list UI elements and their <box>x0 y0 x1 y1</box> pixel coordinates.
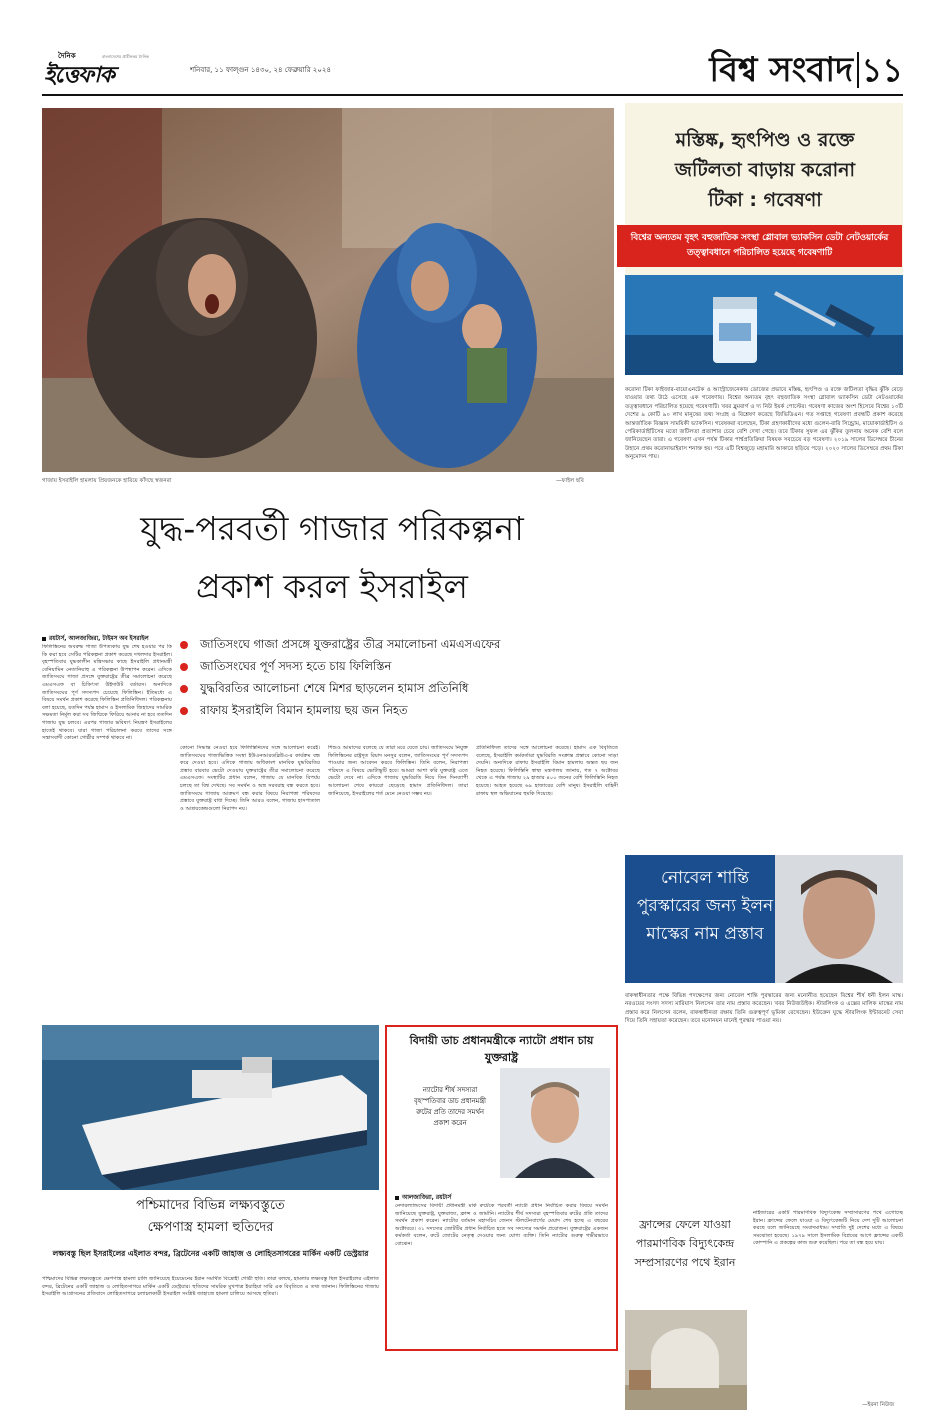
key-points <box>180 634 620 722</box>
gaza-photo[interactable] <box>42 108 614 472</box>
bullet-dot-icon <box>180 685 188 693</box>
bullet-dot-icon <box>180 641 188 649</box>
main-body-col3: শিশুও আমাদের বলেছে যে তারা মরে যেতে চায়। জাতিসংঘে নিযুক্ত ফিলিস্তিনের রাষ্ট্রদূত রিয়াদ মনসুর বলেন, জাতিসংঘের পূর্ণ সদস্যপদ পাওয়ার জন্য আবেদন করবে ফিলিস্তিন। তিনি বলেন, নিরাপত্তা পরিষদে এ বিষয়ে ভোটাভুটি হবে। আমরা আশা করি যুক্তরাষ্ট্র এতে ভেটো দেবে না। এদিকে গাজায় যুদ্ধবিরতি নিয়ে তিন দিনব্যাপী আলোচনা শেষে কায়রো ছেড়েছে হামাস প্রতিনিধিদল। তারা জানিয়েছে, ইসরাইলের শর্ত মেনে নেওয়া সম্ভব নয়। <box>328 745 468 797</box>
bullet-item: জাতিসংঘে গাজা প্রসঙ্গে যুক্তরাষ্ট্রের তীব্র সমালোচনা এমএসএফের <box>180 634 620 656</box>
nobel-body: বাকস্বাধীনতার পক্ষে বিভিন্ন পদক্ষেপের জন্য নোবেল শান্তি পুরস্কারের জন্য মনোনীত হয়েছেন বিশ্বের শীর্ষ ধনী ইলন মাস্ক। নরওয়ের সংসদ সদস্য মারিয়াস নিলসেন তার নাম প্রস্তাব করেছেন। খবর নিউজউইক। স্টারলিংক ও এক্সের মালিক মাস্কের নাম প্রস্তাব করে নিলসেন বলেন, বাকস্বাধীনতা রক্ষায় তিনি গুরুত্বপূর্ণ ভূমিকা রেখেছেন। ইউক্রেন যুদ্ধে স্টারলিংক ইন্টারনেট সেবা দিয়ে তিনি সহায়তা করেছেন। তবে মনোনয়ন মানেই পুরস্কার পাওয়া নয়। <box>625 993 903 1025</box>
ship-deck: লক্ষ্যবস্তু ছিল ইসরাইলের এইলাত বন্দর, ব্রিটেনের একটি জাহাজ ও লোহিতসাগরের মার্কিন একটি ডেস্ট্রয়ার <box>52 1249 369 1258</box>
france-credit: —ইরনা নিউজ <box>862 1402 895 1408</box>
masthead <box>42 48 903 96</box>
photo-caption: গাজায় ইসরাইলি হামলায় প্রিয়জনকে হারিয়ে কাঁদছে স্বজনরা <box>42 478 172 484</box>
main-body-col4: প্রতিনিধিদল তাদের সঙ্গে আলোচনা করেছে। হামাস এক বিবৃতিতে বলেছে, ইসরাইলি কর্মকর্তারা যুদ্ধবিরতি সংক্রান্ত প্রস্তাবে কোনো সাড়া দেয়নি। অন্যদিকে রাফায় ইসরাইলি বিমান হামলায় অন্তত ছয় জন নিহত হয়েছে। ফিলিস্তিনি স্বাস্থ্য মন্ত্রণালয় জানায়, গত ৭ অক্টোবর থেকে এ পর্যন্ত গাজায় ২৯ হাজার ৪০০ জনের বেশি ফিলিস্তিনি নিহত হয়েছে। আহত হয়েছে ৬৯ হাজারের বেশি মানুষ। ইসরাইলি বাহিনী রাফায় স্থল অভিযানের হুমকি দিয়েছে। <box>476 745 618 797</box>
divider <box>857 52 859 88</box>
bullet-dot-icon <box>180 707 188 715</box>
bullet-item: রাফায় ইসরাইলি বিমান হামলায় ছয় জন নিহত <box>180 700 620 722</box>
page-number: ১১ <box>861 51 903 89</box>
vaccine-body: করোনা টিকা ফাইজার-বায়োএনটেক ও অ্যাস্ট্রাজেনেকার ডোজের প্রভাবে মস্তিষ্ক, হৃৎপিণ্ড ও রক্তে জটিলতা বৃদ্ধির ঝুঁকি বেড়ে যাওয়ার তথ্য উঠে এসেছে এক গবেষণায়। বিশ্বের অন্যতম বৃহৎ বহুজাতিক সংস্থা গ্লোবাল ভ্যাকসিন ডেটা নেটওয়ার্কের তত্ত্বাবধানে পরিচালিত হয়েছে গবেষণাটি। খবর ব্লুমবার্গ ও দ্য নিউ ইয়র্ক পোস্টের। গবেষণা কাজের অংশ হিসেবে বিশ্বের ১৩টি দেশের ৯ কোটি ৯০ লাখ মানুষের তথ্য সংগ্রহ ও বিশ্লেষণ করেছে জিভিডিএন। গত সপ্তাহে গবেষণা প্রবন্ধটি প্রকাশ করেছে আন্তর্জাতিক বিজ্ঞান সাময়িকী ভ্যাকসিন। গবেষকরা বলেছেন, টিকা গ্রহণকারীদের মধ্যে গুলেন-বারি সিন্ড্রোম, মায়োকার্ডাইটিস ও পেরিকার্ডাইটিসের মতো জটিলতা প্রত্যাশার চেয়ে বেশি দেখা গেছে। তবে টিকার সুফল এর ঝুঁকির তুলনায় অনেক বেশি বলে জানিয়েছেন তারা। এ গবেষণা এখন পর্যন্ত টিকার পার্শ্বপ্রতিক্রিয়া বিষয়ক সবচেয়ে বড় গবেষণা। ২০১৯ সালের ডিসেম্বরে চীনের উহানে প্রথম করোনাভাইরাস শনাক্ত হয়। পরে এটি বিশ্বজুড়ে মহামারি আকারে ছড়িয়ে পড়ে। ২০২০ সালের ডিসেম্বরে প্রথম টিকা অনুমোদন পায়। <box>625 387 903 461</box>
main-body-col1: ফিলিস্তিনের অবরুদ্ধ গাজা উপত্যকায় যুদ্ধ শেষ হওয়ার পর কি কি করা হবে সেটির পরিকল্পনা প্রকাশ করেছে দখলদার ইসরাইল। বৃহস্পতিবার যুদ্ধকালীন মন্ত্রিসভার কাছে ইসরাইলি প্রধানমন্ত্রী বেনিয়ামিন নেতানিয়াহু এ পরিকল্পনা উপস্থাপন করেন। এদিকে জাতিসংঘে গাজা প্রসঙ্গে যুক্তরাষ্ট্রের তীব্র সমালোচনা করেছে এমএসএফ বা চিকিৎসা উইদাউট বর্ডারস। অন্যদিকে জাতিসংঘের পূর্ণ সদস্যপদ চেয়েছে ফিলিস্তিন। ইতিমধ্যে এ বিষয়ে সমর্থন প্রকাশ করেছে ফিলিস্তিন প্রতিনিধিদল। পরিকল্পনায় বলা হয়েছে, যতদিন পর্যন্ত হামাস ও ইসলামিক জিহাদের সামরিক সক্ষমতা নির্মূল করা সব জিম্মিকে ফিরিয়ে আনার না হবে ততদিন গাজায় যুদ্ধ চলবে। এরপর গাজার ভবিষ্যৎ নিয়ন্ত্রণ ইসরাইলের হাতেই থাকবে। যারা গাজা পরিচালনা করবে তাদের সঙ্গে সন্ত্রাসবাদী কোনো গোষ্ঠীর সম্পর্ক থাকবে না। <box>42 644 172 742</box>
newspaper-logo[interactable]: দৈনিক বাংলাদেশের প্রাচীনতম দৈনিক ইত্তেফাক <box>44 52 149 88</box>
bullet-dot-icon <box>180 663 188 671</box>
france-headline[interactable]: ফ্রান্সের ফেলে যাওয়া পারমাণবিক বিদ্যুৎকেন্দ্র সম্প্রসারণের পথে ইরান <box>634 1218 736 1269</box>
france-body: নাইজারের একটি পারমাণবিক বিদ্যুৎকেন্দ্র সম্প্রসারণের পথে এগোচ্ছে ইরান। ফ্রান্সের ফেলে যাওয়া এ বিদ্যুৎকেন্দ্রটি নিয়ে দেশ দুটি আলোচনা করছে বলে জানিয়েছে সংবাদমাধ্যম। সম্প্রতি দুই দেশের মধ্যে এ বিষয়ে সমঝোতা হয়েছে। ১৯৭৯ সালে ইসলামিক বিপ্লবের আগে ফ্রান্সের একটি কোম্পানি এ প্রকল্পের কাজ শুরু করেছিল। পরে তা বন্ধ হয়ে যায়। <box>753 1210 903 1247</box>
vaccine-photo[interactable] <box>625 275 903 375</box>
photo-credit: —ফাইল ছবি <box>556 478 584 484</box>
dateline: শনিবার, ১১ ফাল্গুন ১৪৩০, ২৪ ফেব্রুয়ারি ২০২৪ <box>190 66 331 74</box>
ship-photo[interactable] <box>42 1025 379 1190</box>
nato-quote: ন্যাটোর শীর্ষ সদস্যরা বৃহস্পতিবার ডাচ প্রধানমন্ত্রী রুটের প্রতি তাদের সমর্থন প্রকাশ করেন <box>414 1086 486 1127</box>
vaccine-deck: বিশ্বের অন্যতম বৃহৎ বহুজাতিক সংস্থা গ্লোবাল ভ্যাকসিন ডেটা নেটওয়ার্কের তত্ত্বাবধানে পরিচালিত হয়েছে গবেষণাটি <box>617 225 902 267</box>
nato-body: নেদারল্যান্ডসের বিদায়ী প্রধানমন্ত্রী মার্ক রুটেকে পরবর্তী ন্যাটো প্রধান নির্বাচিত করার বিষয়ে সমর্থন জানিয়েছে যুক্তরাষ্ট্র, যুক্তরাজ্য, ফ্রান্স ও জার্মানি। ন্যাটোর শীর্ষ সদস্যরা বৃহস্পতিবার রুটের প্রতি তাদের সমর্থন প্রকাশ করেন। ন্যাটোর বর্তমান মহাসচিব জেনস স্টলটেনবার্গের মেয়াদ শেষ হচ্ছে এ বছরের অক্টোবরে। ৩১ সদস্যের জোটটির প্রধান নির্বাচিত হতে সব সদস্যের সমর্থন প্রয়োজন। যুক্তরাষ্ট্রের একজন কর্মকর্তা বলেন, রুটে জোটের নেতৃত্ব দেওয়ার জন্য যোগ্য ব্যক্তি। তিনি ন্যাটোর গুরুত্ব গভীরভাবে বোঝেন। <box>395 1203 608 1247</box>
nato-byline: আলজাজিরা, রয়টার্স <box>395 1193 451 1203</box>
main-headline[interactable]: যুদ্ধ-পরবর্তী গাজার পরিকল্পনা প্রকাশ করল ইসরাইল <box>140 509 524 606</box>
ship-headline[interactable]: পশ্চিমাদের বিভিন্ন লক্ষ্যবস্তুতে ক্ষেপণাস্ত্র হামলা হুতিদের <box>136 1198 285 1235</box>
rutte-photo[interactable] <box>500 1068 610 1178</box>
vaccine-headline[interactable]: মস্তিষ্ক, হৃৎপিণ্ড ও রক্তে জটিলতা বাড়ায় করোনা টিকা : গবেষণা <box>674 129 856 211</box>
nobel-headline[interactable]: নোবেল শান্তি পুরস্কারের জন্য ইলন মাস্কের নাম প্রস্তাব <box>636 868 774 944</box>
ship-body: পশ্চিমাদের বিভিন্ন লক্ষ্যবস্তুতে ক্ষেপণাস্ত্র হামলা চালি জানিয়েছে ইয়েমেনের ইরান সমর্থিত বিদ্রোহী গোষ্ঠী হুতি। তারা বলছে, হামলার লক্ষ্যবস্তু ছিল ইসরাইলের এইলাত বন্দর, ব্রিটেনের একটি জাহাজ ও লোহিতসাগরে মার্কিন একটি ডেস্ট্রয়ার। হুতিদের সামরিক মুখপাত্র ইয়াহিয়া সারি এক বিবৃতিতে এ তথ্য জানান। ফিলিস্তিনের গাজায় ইসরাইলি আগ্রাসনের প্রতিবাদে লোহিতসাগরে চলাচলকারী ইসরাইল সংশ্লিষ্ট জাহাজে হামলা চালিয়ে আসছে হুতিরা। <box>42 1276 379 1298</box>
main-byline: রয়টার্স, আলজাজিরা, টাইমস অব ইসরাইল <box>42 634 149 644</box>
section-title: বিশ্ব সংবাদ <box>709 50 853 90</box>
bullet-item: জাতিসংঘের পূর্ণ সদস্য হতে চায় ফিলিস্তিন <box>180 656 620 678</box>
main-body-col2: কোনো সিদ্ধান্ত নেওয়া হবে ফিলিস্তিনিদের সঙ্গে আলোচনা করেই। জাতিসংঘের গাজাভিত্তিক সংস্থা ইউএনআরডব্লিউএ-র কার্যক্রম বন্ধ করে দেওয়া হবে। এদিকে গাজায় অধিকাংশ মানবিক যুদ্ধবিরতির প্রস্তাব বারবার ভেটো দেওয়ায় যুক্তরাষ্ট্রের তীব্র সমালোচনা করেছে এমএসএফ। সংস্থাটির প্রধান বলেন, গাজায় যে মানবিক বিপর্যয় চলছে তা বিশ্ব দেখছে। সব সমর্থন ও অস্ত্র সরবরাহ বন্ধ করতে হবে। জাতিসংঘে গাজায় আক্রমণ বন্ধ করার বিষয়ে নিরাপত্তা পরিষদের প্রস্তাবে যুক্তরাষ্ট্র বাধা দিচ্ছে। তিনি আরও বলেন, গাজায় হাসপাতাল ও আশ্রয়কেন্দ্রগুলো নিরাপদ নয়। <box>180 745 320 812</box>
reactor-photo[interactable] <box>625 1310 747 1410</box>
nato-headline[interactable]: বিদায়ী ডাচ প্রধানমন্ত্রীকে ন্যাটো প্রধান চায় যুক্তরাষ্ট্র <box>409 1034 594 1064</box>
bullet-item: যুদ্ধবিরতির আলোচনা শেষে মিশর ছাড়লেন হামাস প্রতিনিধি <box>180 678 620 700</box>
